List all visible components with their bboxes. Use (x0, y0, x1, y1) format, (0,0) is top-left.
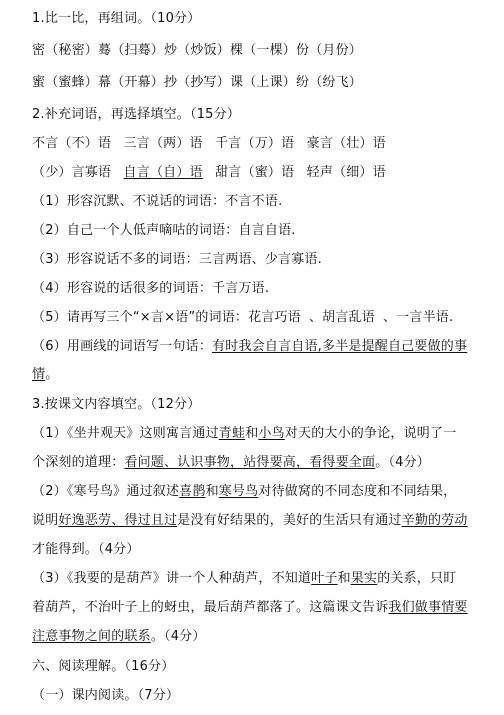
q6-subtitle: （一）课内阅读。（7分） (32, 688, 180, 703)
q3-p3-line2 (32, 599, 468, 617)
item5-word: 、胡言乱语 (308, 310, 375, 325)
text: 对天的大小的争论，说明了一 (284, 426, 457, 441)
answer: 好逸恶劳、得过且过 (58, 513, 178, 528)
q2-title: 2.补充词语，再选择填空。（15分） (32, 107, 241, 122)
text: 个深刻的道理： (32, 455, 125, 470)
text: 和 (205, 484, 219, 499)
answer: 注意事物之间的联系 (32, 629, 151, 644)
answer: 寒号鸟 (218, 484, 259, 499)
q2-item-5 (32, 309, 453, 327)
item6-answer-cont: 情 (32, 367, 46, 382)
item5-word: 、一言半语. (382, 310, 454, 325)
item5-prefix: （5）请再写三个“×言×语”的词语： (32, 310, 249, 325)
q3-p2-line2 (32, 512, 468, 530)
answer: 看问题、认识事物，站得要高，看得要全面 (124, 455, 376, 470)
answer: 我们做事情要 (388, 600, 468, 615)
text: 的关系，只盯 (377, 571, 457, 586)
q3-p3-line1 (32, 570, 456, 588)
answer: 叶子 (311, 571, 338, 586)
q1-row2: 蜜（蜜蜂）幕（开幕）抄（抄写）课（上课）纷（纷飞） (32, 75, 363, 90)
text: （1）《坐井观天》这则寓言通过 (32, 426, 219, 441)
item6-prefix: （6）用画线的词语写一句话： (32, 339, 213, 354)
text: 说明 (32, 513, 59, 528)
q3-p3-line3 (32, 628, 206, 646)
text: 着葫芦，不治叶子上的蚜虫，最后葫芦都落了。这篇课文告诉 (32, 600, 389, 615)
q3-p1-line2 (32, 454, 430, 472)
q2-item-2: （2）自己一个人低声嘀咕的词语：自言自语. (32, 223, 296, 238)
q2-item-6 (32, 338, 467, 356)
q2-item-4: （4）形容说的话很多的词语：千言万语. (32, 281, 270, 296)
q1-title: 1.比一比，再组词。（10分） (32, 11, 201, 26)
item5-word: 花言巧语 (248, 310, 301, 325)
answer: 辛勤的劳动 (401, 513, 468, 528)
item6-end: 。 (45, 367, 59, 382)
q2-word: 豪言（壮）语 (306, 136, 386, 151)
answer: 青蛙 (218, 426, 246, 441)
q2-item-1: （1）形容沉默、不说话的词语：不言不语. (32, 194, 283, 209)
q2-word: （少）言寡语 (32, 165, 112, 180)
text: 是没有好结果的，美好的生活只有通过 (177, 513, 402, 528)
text: 和 (337, 571, 351, 586)
item6-answer: 有时我会自言自语,多半是提醒自己要做的事 (212, 339, 468, 354)
q3-title: 3.按课文内容填空。（12分） (32, 397, 201, 412)
q2-words-row2 (32, 164, 386, 182)
q2-word: 三言（两）语 (123, 136, 203, 151)
q6-title: 六、阅读理解。（16分） (32, 659, 175, 674)
q3-p2-line3: 才能得到。（4分） (32, 542, 140, 557)
q2-word: 不言（不）语 (32, 136, 112, 151)
text: 。（4分） (150, 629, 206, 644)
text: （3）《我要的是葫芦》讲一个人种葫芦，不知道 (32, 571, 312, 586)
q2-word-underlined: 自言（自）语 (123, 165, 203, 180)
q2-item-6-cont (32, 366, 58, 384)
q2-word: 甜言（蜜）语 (215, 165, 295, 180)
text: 对待做窝的不同态度和不同结果， (258, 484, 457, 499)
q2-word: 千言（万）语 (215, 136, 295, 151)
q3-p1-line1 (32, 425, 456, 443)
text: 。（4分） (375, 455, 430, 470)
q2-item-3: （3）形容说话不多的词语：三言两语、少言寡语. (32, 252, 323, 267)
q1-row1: 密（秘密）蓦（扫蓦）炒（炒饭）棵（一棵）份（月份） (32, 43, 363, 58)
text: （2）《寒号鸟》通过叙述 (32, 484, 180, 499)
answer: 果实 (350, 571, 378, 586)
answer: 喜鹊 (179, 484, 206, 499)
q3-p2-line1 (32, 483, 456, 501)
answer: 小鸟 (258, 426, 285, 441)
q2-words-row1 (32, 135, 386, 153)
text: 和 (245, 426, 259, 441)
q2-word: 轻声（细）语 (306, 165, 386, 180)
